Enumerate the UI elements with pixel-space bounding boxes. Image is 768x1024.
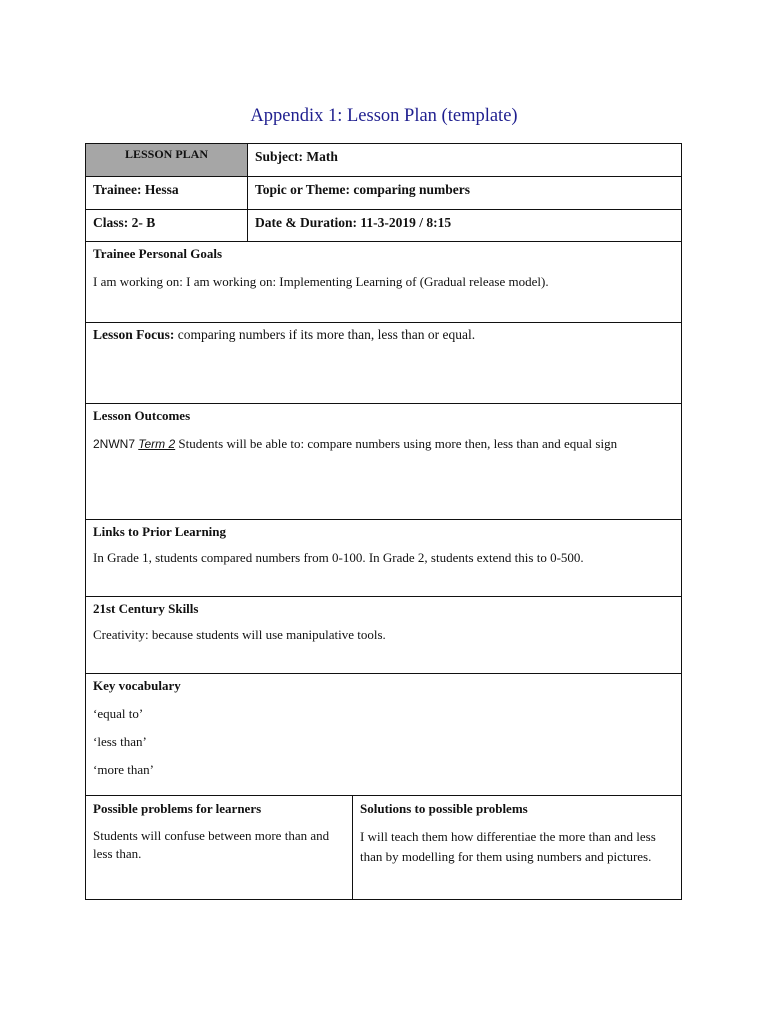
class-label: Class: (93, 215, 132, 230)
topic-cell (247, 177, 681, 209)
skills-cell (86, 597, 681, 673)
lesson-focus-text: comparing numbers if its more than, less than or equal. (177, 327, 476, 342)
solutions-heading: Solutions to possible problems (360, 801, 528, 816)
lesson-plan-table (85, 143, 682, 900)
lesson-plan-header: LESSON PLAN (86, 144, 247, 176)
header-row (86, 144, 681, 177)
personal-goals-heading: Trainee Personal Goals (93, 246, 223, 261)
topic-label: Topic or Theme: (255, 182, 354, 197)
vocabulary-item: ‘equal to’ (93, 706, 144, 721)
lesson-focus-heading: Lesson Focus: (93, 327, 178, 342)
prior-learning-heading: Links to Prior Learning (93, 524, 227, 539)
vocabulary-item: ‘more than’ (93, 762, 155, 777)
solutions-cell (352, 796, 681, 899)
personal-goals-text: I am working on: I am working on: Implementing Learning of (Gradual release model). (93, 274, 549, 289)
skills-row (86, 597, 681, 674)
vocabulary-cell (86, 674, 681, 795)
outcome-code: 2NWN7 (93, 437, 136, 451)
lesson-focus-row (86, 323, 681, 404)
outcomes-cell (86, 404, 681, 519)
subject-cell (247, 144, 681, 176)
outcome-term: Term 2 (138, 437, 176, 451)
trainee-row (86, 177, 681, 210)
date-value: 11-3-2019 / 8:15 (360, 215, 452, 230)
subject-label: Subject: (255, 149, 307, 164)
document-title: Appendix 1: Lesson Plan (template) (250, 106, 518, 126)
problems-cell (86, 796, 352, 899)
outcome-text: Students will be able to: compare numbers using more then, less than and equal sign (175, 436, 618, 451)
trainee-value: Hessa (144, 182, 179, 197)
vocabulary-row (86, 674, 681, 796)
trainee-cell (86, 177, 247, 209)
personal-goals-row (86, 242, 681, 323)
trainee-label: Trainee: (93, 182, 145, 197)
class-row (86, 210, 681, 242)
skills-heading: 21st Century Skills (93, 601, 199, 616)
vocabulary-item: ‘less than’ (93, 734, 147, 749)
topic-value: comparing numbers (353, 182, 471, 197)
prior-learning-text: In Grade 1, students compared numbers from 0-100. In Grade 2, students extend this to 0-500. (93, 550, 584, 565)
prior-learning-row (86, 520, 681, 597)
class-cell (86, 210, 247, 241)
problems-heading: Possible problems for learners (93, 801, 262, 816)
outcomes-heading: Lesson Outcomes (93, 408, 191, 423)
date-cell (247, 210, 681, 241)
date-label: Date & Duration: (255, 215, 361, 230)
class-value: 2- B (131, 215, 156, 230)
outcomes-row (86, 404, 681, 520)
vocabulary-heading: Key vocabulary (93, 678, 181, 693)
subject-value: Math (306, 149, 338, 164)
outcomes-text-block (93, 434, 674, 454)
personal-goals-cell (86, 242, 681, 322)
problems-text: Students will confuse between more than and less than. (93, 828, 330, 861)
lesson-focus-cell (86, 323, 681, 403)
solutions-text: I will teach them how differentiae the more than and less than by modelling for them using numbers and pictures. (360, 829, 656, 864)
problems-solutions-row (86, 796, 681, 899)
skills-text: Creativity: because students will use manipulative tools. (93, 627, 386, 642)
prior-learning-cell (86, 520, 681, 596)
